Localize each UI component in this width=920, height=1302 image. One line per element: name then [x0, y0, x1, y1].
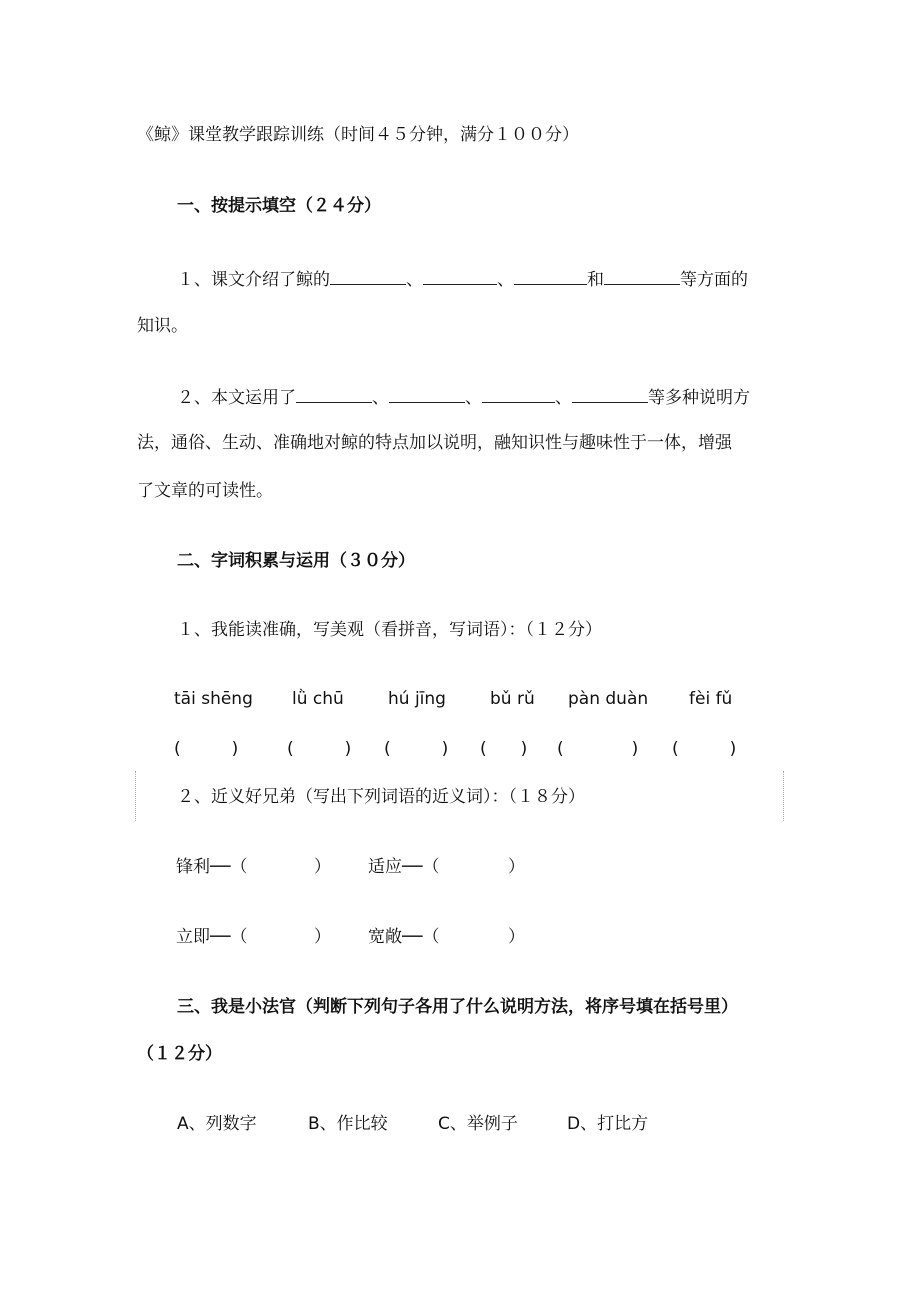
pinyin-item: pàn duàn — [568, 689, 649, 709]
s1-q1-suffix: 等方面的 — [680, 270, 748, 290]
separator: 、 — [497, 270, 514, 290]
doc-title: 《鲸》课堂教学跟踪训练（时间４５分钟，满分１００分） — [137, 125, 579, 145]
margin-rule-right — [783, 771, 784, 821]
s1-q2-line2: 法，通俗、生动、准确地对鲸的特点加以说明，融知识性与趣味性于一体，增强 — [137, 433, 732, 453]
s2-q1-text: １、我能读准确，写美观（看拼音，写词语）：（１２分） — [177, 620, 602, 640]
synonym-word: 适应──（ — [368, 857, 440, 877]
answer-bracket[interactable]: ( ) — [174, 739, 239, 759]
s1-q1-line1 — [177, 268, 748, 289]
separator: 和 — [587, 270, 604, 290]
separator: 、 — [555, 388, 572, 408]
synonym-word: 锋利──（ — [176, 857, 248, 877]
fill-blank[interactable] — [514, 268, 587, 285]
s1-q2-line3: 了文章的可读性。 — [137, 481, 273, 501]
answer-bracket[interactable]: ( ) — [384, 739, 449, 759]
section-3-heading: 三、我是小法官（判断下列句子各用了什么说明方法，将序号填在括号里） — [177, 997, 738, 1017]
answer-bracket[interactable]: ( ) — [480, 739, 528, 759]
synonym-close: ） — [314, 857, 331, 877]
pinyin-item: tāi shēng — [174, 689, 253, 709]
synonym-word: 立即──（ — [176, 927, 248, 947]
fill-blank[interactable] — [389, 386, 465, 403]
fill-blank[interactable] — [423, 268, 497, 285]
fill-blank[interactable] — [604, 268, 680, 285]
option-a: A、列数字 — [177, 1114, 257, 1134]
synonym-word: 宽敞──（ — [368, 927, 440, 947]
answer-bracket[interactable]: ( ) — [672, 739, 737, 759]
answer-bracket[interactable]: ( ) — [287, 739, 352, 759]
section-2-heading: 二、字词积累与运用（３０分） — [177, 551, 415, 571]
s1-q1-prefix: １、课文介绍了鲸的 — [177, 270, 330, 290]
separator: 、 — [465, 388, 482, 408]
synonym-close: ） — [508, 927, 525, 947]
separator: 、 — [372, 388, 389, 408]
fill-blank[interactable] — [482, 386, 555, 403]
synonym-close: ） — [508, 857, 525, 877]
fill-blank[interactable] — [572, 386, 648, 403]
section-3-heading-line2: （１２分） — [137, 1044, 222, 1064]
pinyin-item: hú jīng — [388, 689, 446, 709]
option-c: C、举例子 — [438, 1114, 518, 1134]
pinyin-item: fèi fǔ — [689, 689, 733, 709]
fill-blank[interactable] — [296, 386, 372, 403]
pinyin-item: bǔ rǔ — [490, 689, 535, 709]
separator: 、 — [406, 270, 423, 290]
option-b: B、作比较 — [308, 1114, 388, 1134]
synonym-close: ） — [314, 927, 331, 947]
fill-blank[interactable] — [330, 268, 406, 285]
pinyin-item: lǜ chū — [292, 689, 344, 709]
s2-q2-text: ２、近义好兄弟（写出下列词语的近义词）：（１８分） — [177, 787, 585, 807]
answer-bracket[interactable]: ( ) — [557, 739, 639, 759]
s1-q2-suffix: 等多种说明方 — [648, 388, 750, 408]
s1-q2-prefix: ２、本文运用了 — [177, 388, 296, 408]
margin-rule-left — [135, 771, 136, 821]
s1-q1-line2: 知识。 — [137, 316, 188, 336]
s1-q2-line1 — [177, 386, 750, 407]
section-1-heading: 一、按提示填空（２４分） — [177, 196, 381, 216]
option-d: D、打比方 — [567, 1114, 649, 1134]
